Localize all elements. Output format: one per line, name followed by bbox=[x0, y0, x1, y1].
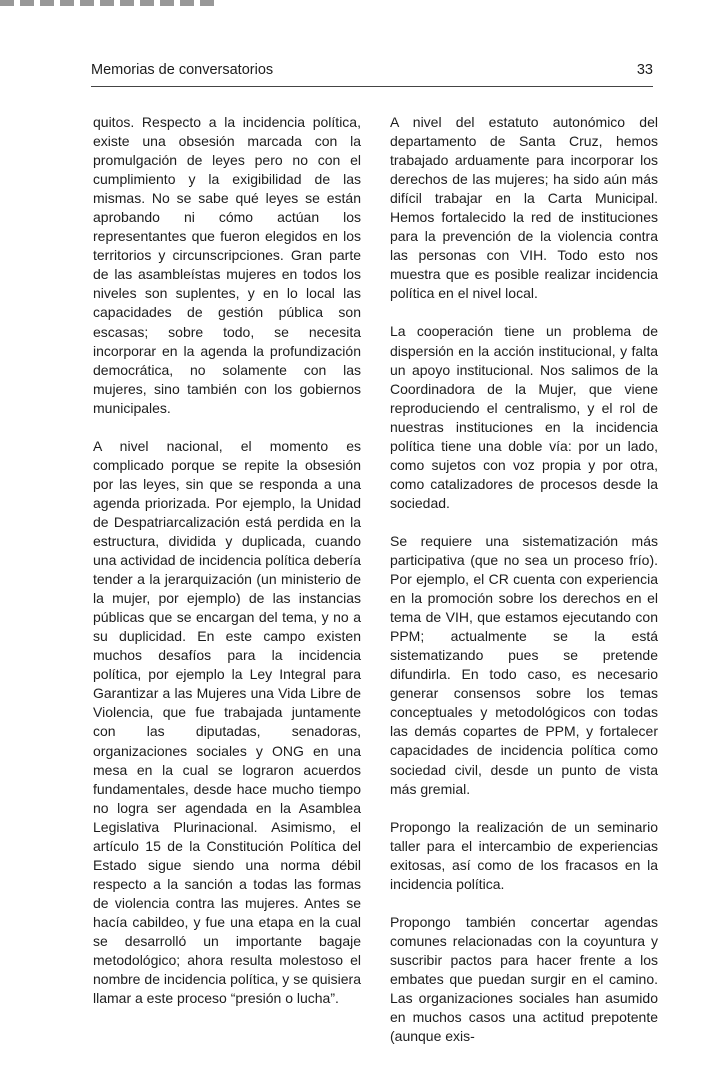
right-column bbox=[390, 113, 658, 1065]
paragraph: A nivel del estatuto autonómico del departamento de Santa Cruz, hemos trabajado arduamente para incorporar los derechos de las mujeres; ha sido aún más difícil trabajar en la Carta Municipal. Hemos fortalecido la red de instituciones para la prevención de la violencia contra las personas con VIH. Todo esto nos muestra que es posible realizar incidencia política en el nivel local. bbox=[390, 114, 658, 302]
paragraph: quitos. Respecto a la incidencia política, existe una obsesión marcada con la promulgación de leyes pero no con el cumplimiento y la exigibilidad de las mismas. No se sabe qué leyes se están aprobando ni cómo actúan los representantes que fueron elegidos en los territorios y circunscripciones. Gran parte de las asambleístas mujeres en todos los niveles son suplentes, y en lo local las capacidades de gestión pública son escasas; sobre todo, se necesita incorporar en la agenda la profundización democrática, no solamente con las mujeres, sino también con los gobiernos municipales. bbox=[93, 114, 361, 416]
paragraph: Propongo la realización de un seminario taller para el intercambio de experiencias exitosas, así como de los fracasos en la incidencia política. bbox=[390, 818, 658, 892]
paragraph: Se requiere una sistematización más participativa (que no sea un proceso frío). Por ejemplo, el CR cuenta con experiencia en la promoción sobre los derechos en el tema de VIH, que estamos ejecutando con PPM; actualmente se la está sistematizando pues se pretende difundirla. En todo caso, es necesario generar consensos sobre los temas conceptuales y metodológicos con todas las demás copartes de PPM, y fortalecer capacidades de incidencia política como sociedad civil, desde un punto de vista más gremial. bbox=[390, 532, 658, 797]
running-title: Memorias de conversatorios bbox=[91, 62, 274, 78]
paragraph: A nivel nacional, el momento es complicado porque se repite la obsesión por las leyes, sin que se responda a una agenda priorizada. Por ejemplo, la Unidad de Despatriarcalización está perdida en la estructura, dividida y duplicada, cuando una actividad de incidencia política debería tender a la jerarquización (un ministerio de la mujer, por ejemplo) de las instancias públicas que se encargan del tema, y no a su duplicidad. En este campo existen muchos desafíos para la incidencia política, por ejemplo la Ley Integral para Garantizar a las Mujeres una Vida Libre de Violencia, que fue trabajada juntamente con las diputadas, senadoras, organizaciones sociales y ONG en una mesa en la cual se lograron acuerdos fundamentales, desde hace mucho tiempo no logra ser agendada en la Asamblea Legislativa Plurinacional. Asimismo, el artículo 15 de la Constitución Política del Estado sigue siendo una norma débil respecto a la sanción a todas las formas de violencia contra las mujeres. Antes se hacía cabildeo, y fue una etapa en la cual se desarrolló un importante bagaje metodológico; ahora resulta molestoso el nombre de incidencia política, y se quisiera llamar a este proceso “presión o lucha”. bbox=[93, 437, 361, 1007]
paragraph: Propongo también concertar agendas comunes relacionadas con la coyuntura y suscribir pactos para hacer frente a los embates que puedan surgir en el camino. Las organizaciones sociales han asumido en muchos casos una actitud prepotente (aunque exis- bbox=[390, 913, 658, 1045]
scan-edge-artifact bbox=[0, 0, 220, 6]
page-number: 33 bbox=[636, 62, 653, 78]
left-column bbox=[93, 113, 361, 1027]
paragraph: La cooperación tiene un problema de dispersión en la acción institucional, y falta un apoyo institucional. Nos salimos de la Coordinadora de la Mujer, que viene reproduciendo el centralismo, y el rol de nuestras instituciones en la incidencia política tiene una doble vía: por un lado, como sujetos con voz propia y por otra, como catalizadores de procesos desde la sociedad. bbox=[390, 323, 658, 511]
running-header bbox=[91, 60, 653, 87]
